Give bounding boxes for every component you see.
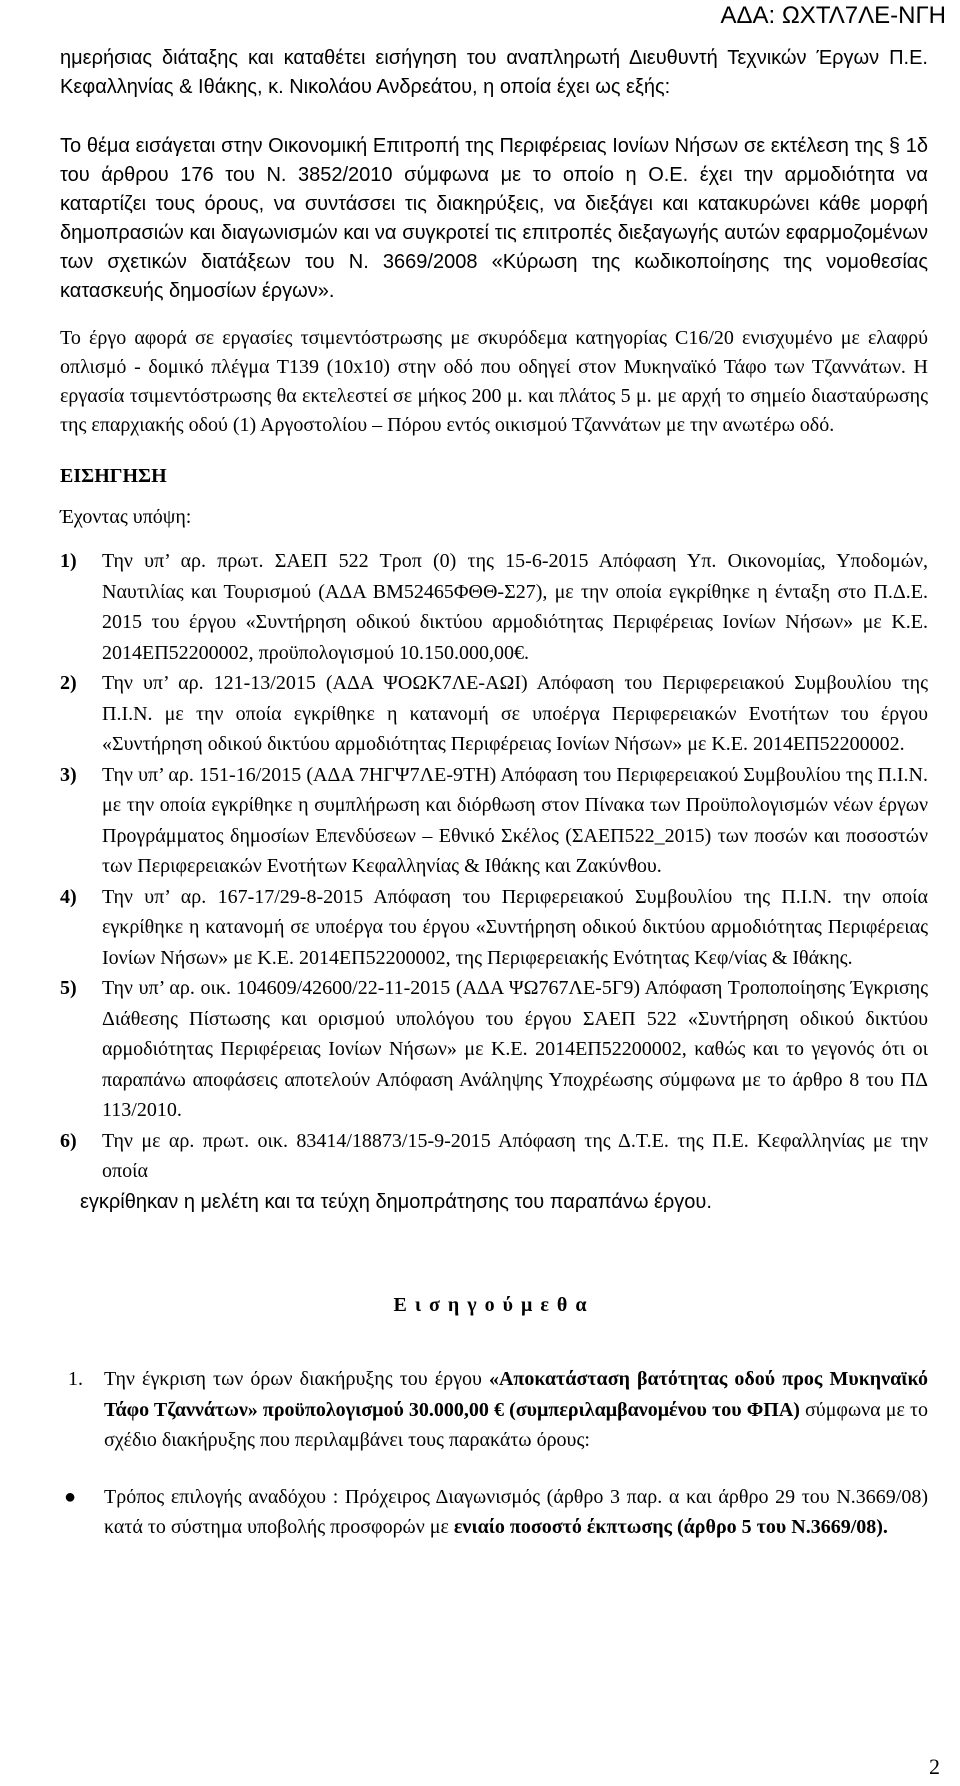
decision-text: Την υπ’ αρ. 167-17/29-8-2015 Απόφαση του Περιφερειακού Συμβουλίου της Π.Ι.Ν. την οποία εγκρίθηκε η κατανομή σε υποέργα του έργου «Συντήρηση οδικού δικτύου αρμοδιότητας Περιφέρειας Ιονίων Νήσων» με Κ.Ε. 2014ΕΠ52200002, της Περιφερειακής Ενότητας Κεφ/νίας & Ιθάκης. [102, 885, 928, 969]
decision-text: Την υπ’ αρ. 121-13/2015 (ΑΔΑ ΨΟΩΚ7ΛΕ-ΑΩΙ) Απόφαση του Περιφερειακού Συμβουλίου της Π.Ι.Ν. με την οποία εγκρίθηκε η κατανομή σε υποέργα Περιφερειακών Ενοτήτων του έργου «Συντήρηση οδικού δικτύου αρμοδιότητας Περιφέρειας Ιονίων Νήσων» με Κ.Ε. 2014ΕΠ52200002. [102, 672, 928, 755]
decision-item-3 [60, 760, 928, 882]
decision-number: 2) [60, 672, 77, 694]
project-description-paragraph: Το έργο αφορά σε εργασίες τσιμεντόστρωσης με σκυρόδεμα κατηγορίας C16/20 ενισχυμένο με ελαφρύ οπλισμό - δομικό πλέγμα Τ139 (10x10) στην οδό που οδηγεί στον Μυκηναϊκό Τάφο των Τζαννάτων. Η εργασία τσιμεντόστρωσης θα εκτελεστεί σε μήκος 200 μ. και πλάτος 5 μ. με αρχή το σημείο διασταύρωσης της επαρχιακής οδού (1) Αργοστολίου – Πόρου εντός οικισμού Τζαννάτων με την ανωτέρω οδό. [60, 327, 928, 436]
decisions-list [60, 546, 928, 1217]
decision-text: Την υπ’ αρ. πρωτ. ΣΑΕΠ 522 Τροπ (0) της 15-6-2015 Απόφαση Υπ. Οικονομίας, Υποδομών, Ναυτιλίας και Τουρισμού (ΑΔΑ ΒΜ52465ΦΘΘ-Σ27), με την οποία εγκρίθηκε η ένταξη στο Π.Δ.Ε. 2015 του έργου «Συντήρηση οδικού δικτύου αρμοδιότητας Περιφέρειας Ιονίων Νήσων» με Κ.Ε. 2014ΕΠ52200002, προϋπολογισμού 10.150.000,00€. [102, 550, 928, 664]
decision-item-5 [60, 973, 928, 1126]
decision-text: Την με αρ. πρωτ. οικ. 83414/18873/15-9-2015 Απόφαση της Δ.Τ.Ε. της Π.Ε. Κεφαλληνίας με την οποία [102, 1129, 928, 1182]
document-page [60, 44, 928, 1542]
decision-number: 3) [60, 763, 77, 786]
ada-code: ΑΔΑ: ΩΧΤΛ7ΛΕ-ΝΓΗ [720, 2, 946, 29]
intro-paragraph: ημερήσιας διάταξης και καταθέτει εισήγηση του αναπληρωτή Διευθυντή Τεχνικών Έργων Π.Ε. Κεφαλληνίας & Ιθάκης, κ. Νικολάου Ανδρεάτου, η οποία έχει ως εξής: [60, 47, 928, 98]
final-item-number: 1. [68, 1368, 83, 1390]
bullet-item [60, 1482, 928, 1542]
bullet-icon: ● [64, 1485, 77, 1508]
decision-number: 6) [60, 1129, 77, 1152]
decision-item-2 [60, 668, 928, 760]
decision-item-1 [60, 546, 928, 668]
decision-number: 5) [60, 977, 77, 999]
decision-item-6 [60, 1126, 928, 1218]
proposal-title: ΕΙΣΗΓΗΣΗ [60, 465, 167, 487]
proposal-heading: Εισηγούμεθα [393, 1294, 595, 1316]
page-number: 2 [929, 1754, 940, 1779]
decision-text: Την υπ’ αρ. 151-16/2015 (ΑΔΑ 7ΗΓΨ7ΛΕ-9ΤΗ) Απόφαση του Περιφερειακού Συμβουλίου της Π.Ι.Ν. με την οποία εγκρίθηκε η συμπλήρωση και διόρθωση στον Πίνακα των Προϋπολογισμών νέων έργων Προγράμματος δημοσίων Επενδύσεων – Εθνικό Σκέλος (ΣΑΕΠ522_2015) των ποσών και ποσοστών των Περιφερειακών Ενοτήτων Κεφαλληνίας & Ιθάκης και Ζακύνθου. [102, 763, 928, 877]
final-item-text-2: σύμφωνα με το σχέδιο διακήρυξης που περιλαμβάνει τους παρακάτω όρους: [104, 1398, 928, 1451]
decision-number: 1) [60, 550, 77, 572]
decision-number: 4) [60, 885, 77, 908]
bullet-bold-text: ενιαίο ποσοστό έκπτωσης (άρθρο 5 του Ν.3669/08). [453, 1515, 888, 1538]
legal-basis-paragraph: Το θέμα εισάγεται στην Οικονομική Επιτροπή της Περιφέρειας Ιονίων Νήσων σε εκτέλεση της § 1δ του άρθρου 176 του Ν. 3852/2010 σύμφωνα με το οποίο η Ο.Ε. έχει την αρμοδιότητα να καταρτίζει τους όρους, να συντάσσει τις διακηρύξεις, να διεξάγει και κατακυρώνει κάθε μορφή δημοπρασιών και διαγωνισμών και να συγκροτεί τις επιτροπές διεξαγωγής αυτών εφαρμοζομένων των σχετικών διατάξεων του Ν. 3669/2008 «Κύρωση της κωδικοποίησης της νομοθεσίας κατασκευής δημοσίων έργων». [60, 135, 928, 302]
final-proposal-item [60, 1364, 928, 1456]
having-regard-label: Έχοντας υπόψη: [60, 506, 192, 528]
final-item-text-1: Την έγκριση των όρων διακήρυξης του έργου [104, 1368, 489, 1390]
final-item-project-title: «Αποκατάσταση βατότητας οδού προς Μυκηναϊκό Τάφο Τζαννάτων» προϋπολογισμού 30.000,00 € (συμπεριλαμβανομένου του ΦΠΑ) [104, 1368, 928, 1421]
decision-item-4 [60, 882, 928, 974]
decision-text: Την υπ’ αρ. οικ. 104609/42600/22-11-2015 (ΑΔΑ ΨΩ767ΛΕ-5Γ9) Απόφαση Τροποποίησης Έγκρισης Διάθεσης Πίστωσης και ορισμού υπολόγου του έργου ΣΑΕΠ 522 «Συντήρηση οδικού δικτύου αρμοδιότητας Περιφέρειας Ιονίων Νήσων» με Κ.Ε. 2014ΕΠ52200002, καθώς και το γεγονός ότι οι παραπάνω αποφάσεις αποτελούν Απόφαση Ανάληψης Υποχρέωσης σύμφωνα με το άρθρο 8 του ΠΔ 113/2010. [102, 977, 928, 1121]
decision-text-continuation: εγκρίθηκαν η μελέτη και τα τεύχη δημοπράτησης του παραπάνω έργου. [80, 1190, 712, 1213]
bullet-text: Τρόπος επιλογής αναδόχου : Πρόχειρος Διαγωνισμός (άρθρο 3 παρ. α και άρθρο 29 του Ν.3669/08) κατά το σύστημα υποβολής προσφορών με [104, 1485, 928, 1538]
